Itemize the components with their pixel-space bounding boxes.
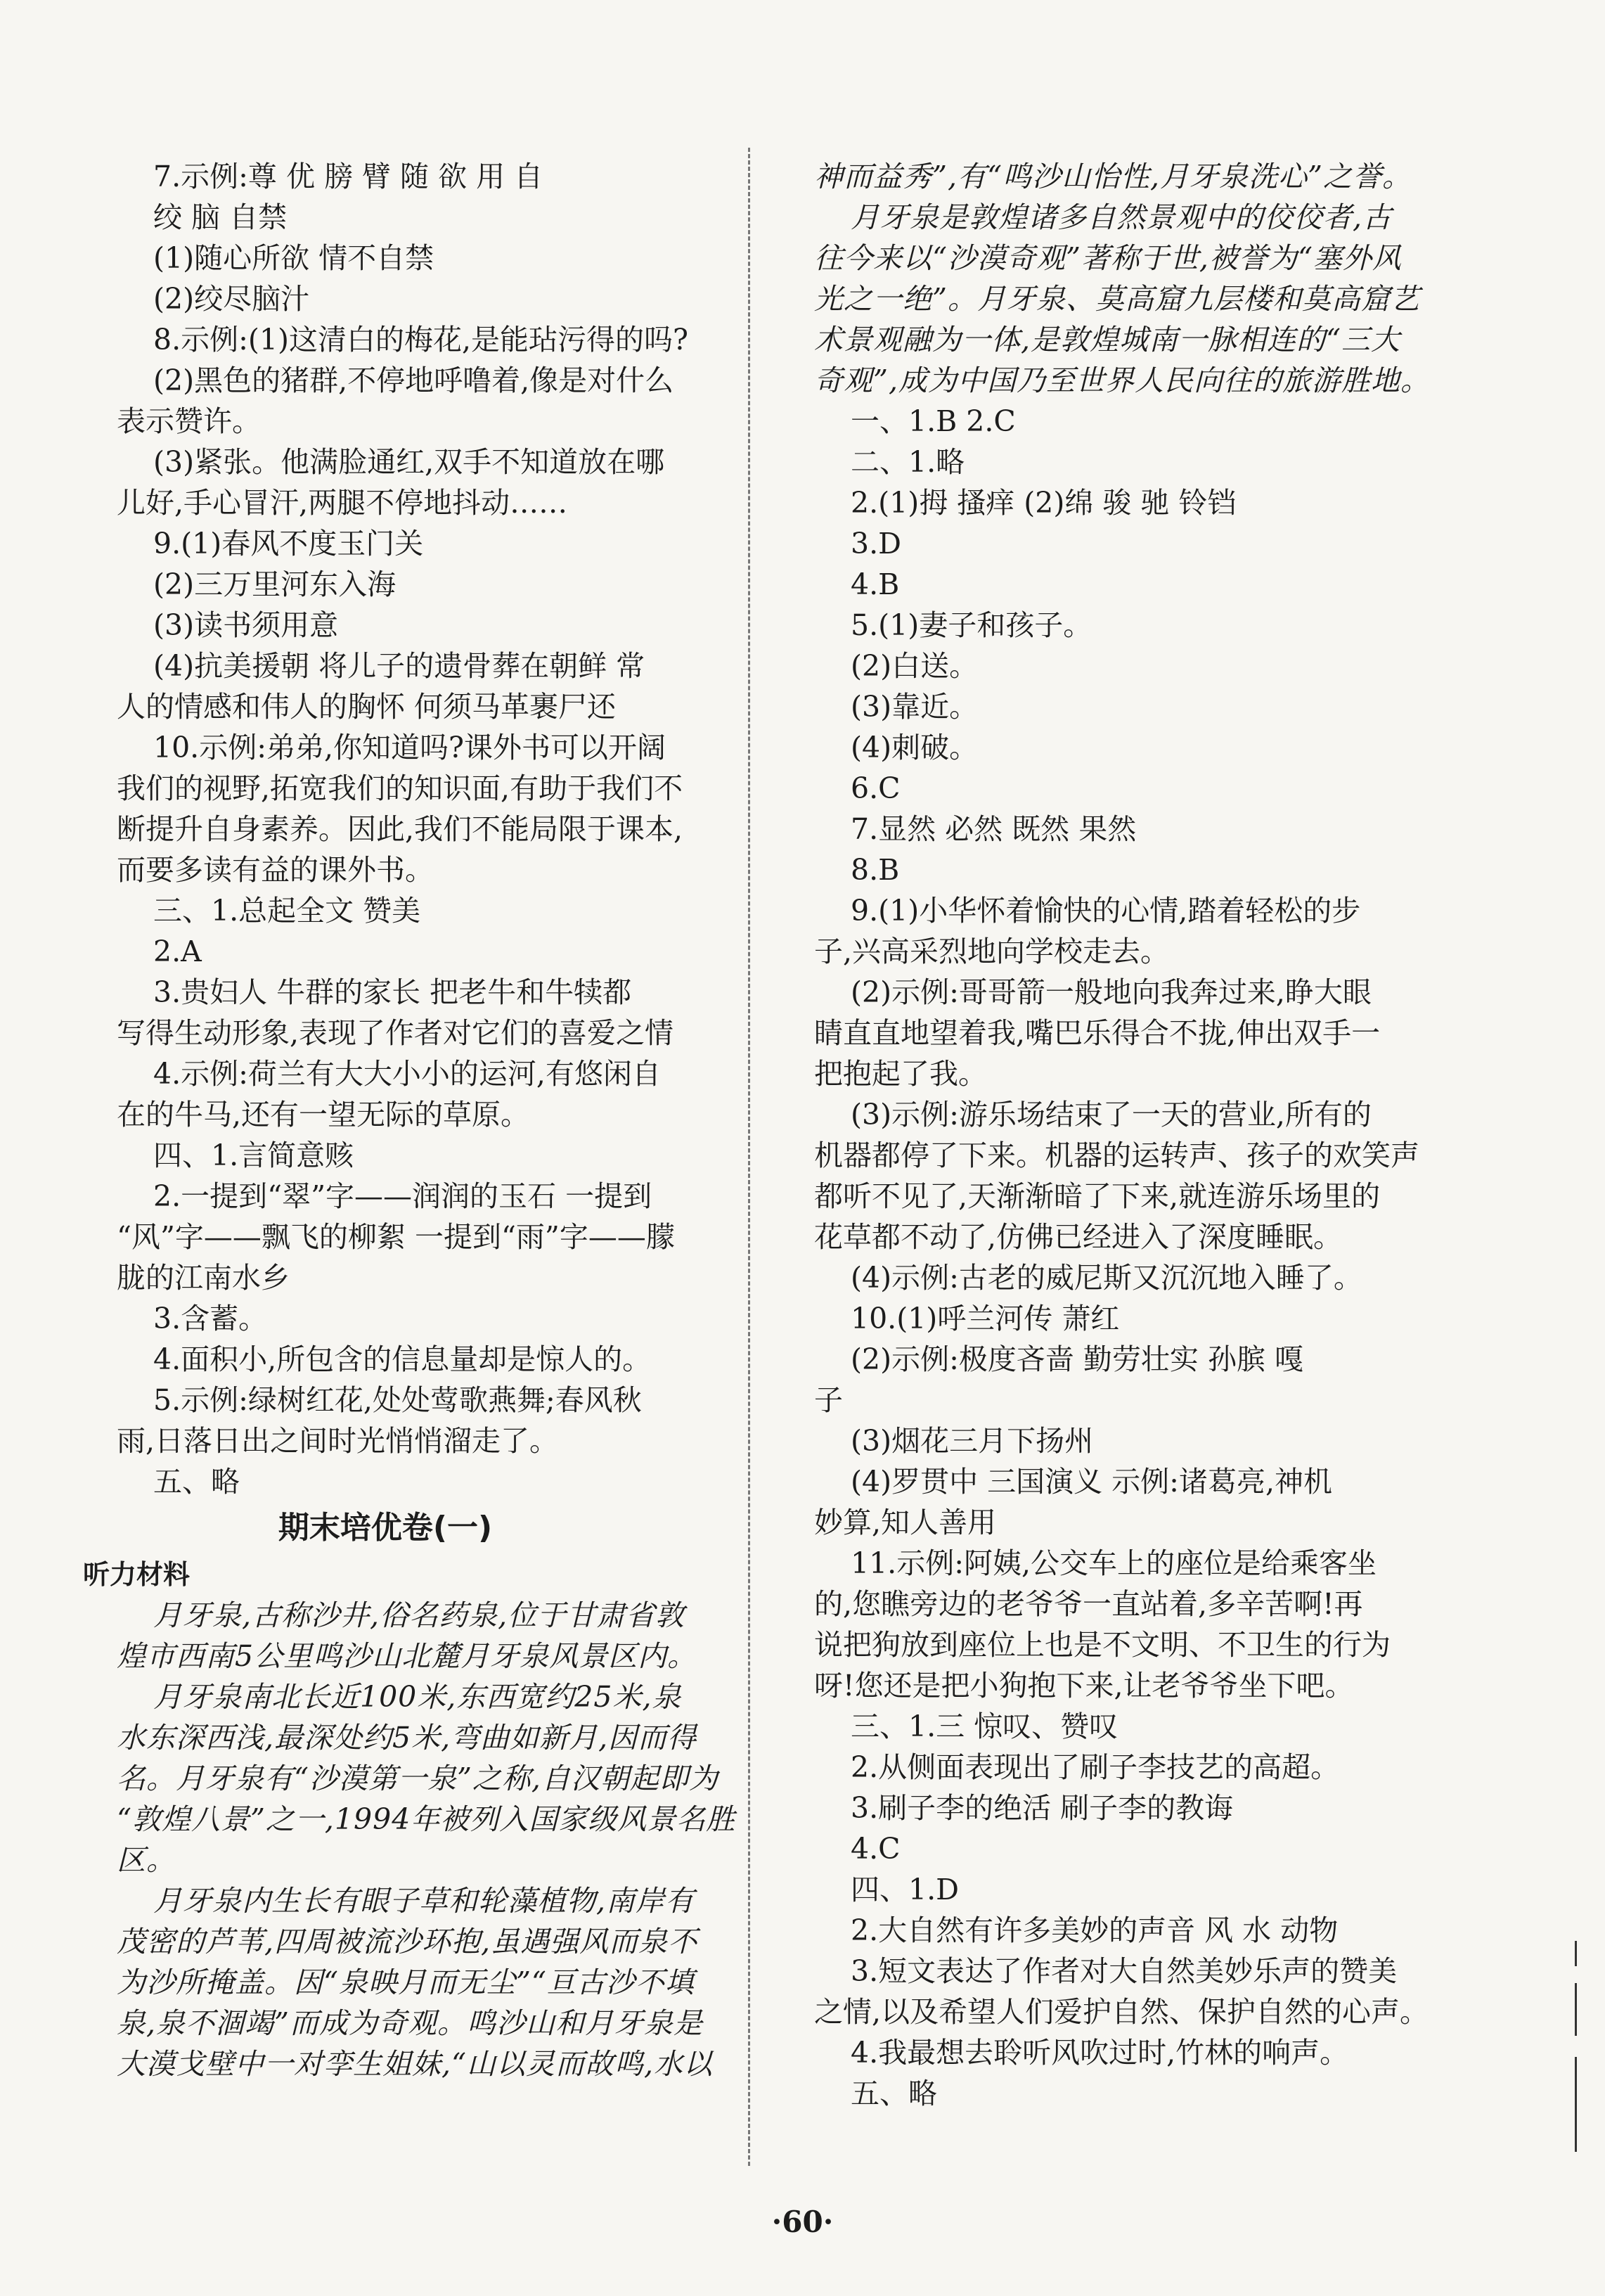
text-line: 2.一提到“翠”字——润润的玉石 一提到 — [153, 1179, 652, 1213]
text-line: 10.示例:弟弟,你知道吗?课外书可以开阔 — [153, 731, 666, 764]
text-line: 6.C — [851, 771, 901, 805]
text-line: (4)罗贯中 三国演义 示例:诸葛亮,神机 — [851, 1465, 1332, 1499]
text-line: 煌市西南5公里鸣沙山北麓月牙泉风景区内。 — [117, 1639, 697, 1673]
text-line: 名。月牙泉有“沙漠第一泉”之称,自汉朝起即为 — [117, 1762, 718, 1795]
text-line: 而要多读有益的课外书。 — [117, 853, 434, 887]
text-line: 月牙泉内生长有眼子草和轮藻植物,南岸有 — [153, 1884, 695, 1918]
text-line: 3.含蓄。 — [153, 1302, 268, 1335]
text-line: 胧的江南水乡 — [117, 1261, 290, 1295]
text-line: 2.(1)拇 搔痒 (2)绵 骏 驰 铃铛 — [851, 486, 1237, 520]
text-line: (4)示例:古老的威尼斯又沉沉地入睡了。 — [851, 1261, 1362, 1295]
left-column — [83, 156, 736, 2084]
text-line: 三、1.总起全文 赞美 — [153, 894, 421, 928]
text-line: 3.刷子李的绝活 刷子李的教诲 — [851, 1791, 1234, 1825]
text-line: “风”字——飘飞的柳絮 一提到“雨”字——朦 — [117, 1220, 675, 1254]
text-line: “敦煌八景”之一,1994年被列入国家级风景名胜 — [117, 1802, 736, 1836]
text-line: 之情,以及希望人们爱护自然、保护自然的心声。 — [814, 1995, 1429, 2029]
text-line: 儿好,手心冒汗,两腿不停地抖动…… — [117, 486, 568, 520]
text-line: 表示赞许。 — [117, 404, 261, 438]
text-line: 3.D — [851, 527, 901, 560]
text-line: 子 — [814, 1383, 843, 1417]
text-line: 11.示例:阿姨,公交车上的座位是给乘客坐 — [851, 1546, 1377, 1580]
text-line: 五、略 — [851, 2077, 937, 2110]
scan-edge-mark — [1575, 1941, 1577, 2152]
listening-text-right — [780, 156, 1430, 401]
text-line: (2)示例:极度吝啬 勤劳壮实 孙膑 嘎 — [851, 1342, 1303, 1376]
text-line: 五、略 — [153, 1465, 240, 1499]
text-line: (2)绞尽脑汁 — [153, 282, 310, 316]
text-line: 区。 — [117, 1843, 176, 1877]
text-line: (3)紧张。他满脸通红,双手不知道放在哪 — [153, 445, 665, 479]
text-line: 术景观融为一体,是敦煌城南一脉相连的“三大 — [814, 323, 1400, 357]
text-line: 雨,日落日出之间时光悄悄溜走了。 — [117, 1424, 559, 1458]
text-line: (2)三万里河东入海 — [153, 567, 397, 601]
text-line: 4.我最想去聆听风吹过时,竹林的响声。 — [851, 2036, 1349, 2070]
text-line: 月牙泉,古称沙井,俗名药泉,位于甘肃省敦 — [153, 1598, 685, 1632]
text-line: 我们的视野,拓宽我们的知识面,有助于我们不 — [117, 771, 683, 805]
text-line: 水东深西浅,最深处约5米,弯曲如新月,因而得 — [117, 1721, 697, 1755]
text-line: 4.B — [851, 567, 900, 601]
text-line: 的,您瞧旁边的老爷爷一直站着,多辛苦啊!再 — [814, 1587, 1363, 1621]
text-line: 说把狗放到座位上也是不文明、不卫生的行为 — [814, 1628, 1391, 1662]
text-line: 都听不见了,天渐渐暗了下来,就连游乐场里的 — [814, 1179, 1381, 1213]
section-title: 期末培优卷(一) — [278, 1510, 493, 1546]
text-line: 泉,泉不涸竭”而成为奇观。鸣沙山和月牙泉是 — [117, 2006, 703, 2040]
text-line: 睛直直地望着我,嘴巴乐得合不拢,伸出双手一 — [814, 1016, 1381, 1050]
text-line: (4)刺破。 — [851, 731, 979, 764]
text-line: 往今来以“沙漠奇观”著称于世,被誉为“塞外风 — [814, 241, 1402, 275]
text-line: 2.A — [153, 935, 202, 968]
text-line: (3)读书须用意 — [153, 608, 339, 642]
text-line: 5.(1)妻子和孩子。 — [851, 608, 1092, 642]
text-line: 把抱起了我。 — [814, 1057, 987, 1091]
text-line: (3)靠近。 — [851, 690, 979, 724]
listening-text-left — [83, 1595, 736, 2084]
text-line: 写得生动形象,表现了作者对它们的喜爱之情 — [117, 1016, 674, 1050]
text-line: 4.面积小,所包含的信息量却是惊人的。 — [153, 1342, 652, 1376]
text-line: 4.C — [851, 1832, 901, 1866]
text-line: 二、1.略 — [851, 445, 965, 479]
column-divider — [748, 148, 750, 2166]
text-line: 妙算,知人善用 — [814, 1506, 997, 1539]
text-line: 子,兴高采烈地向学校走去。 — [814, 935, 1170, 968]
text-line: 4.示例:荷兰有大大小小的运河,有悠闲自 — [153, 1057, 661, 1091]
left-answers — [83, 156, 716, 1502]
text-line: 一、1.B 2.C — [851, 404, 1016, 438]
text-line: 2.大自然有许多美妙的声音 风 水 动物 — [851, 1913, 1339, 1947]
text-line: 四、1.D — [851, 1873, 959, 1906]
listening-heading: 听力材料 — [83, 1559, 191, 1590]
text-line: 2.从侧面表现出了刷子李技艺的高超。 — [851, 1750, 1340, 1784]
text-line: (3)烟花三月下扬州 — [851, 1424, 1094, 1458]
text-line: 断提升自身素养。因此,我们不能局限于课本, — [117, 812, 683, 846]
text-line: (4)抗美援朝 将儿子的遗骨葬在朝鲜 常 — [153, 649, 645, 683]
text-line: 花草都不动了,仿佛已经进入了深度睡眠。 — [814, 1220, 1343, 1254]
text-line: 呀!您还是把小狗抱下来,让老爷爷坐下吧。 — [814, 1669, 1354, 1702]
text-line: 人的情感和伟人的胸怀 何须马革裹尸还 — [117, 690, 617, 724]
text-line: 8.示例:(1)这清白的梅花,是能玷污得的吗? — [153, 323, 689, 357]
text-line: 7.显然 必然 既然 果然 — [851, 812, 1137, 846]
right-column — [780, 156, 1430, 2114]
page-number: ·60· — [771, 2205, 834, 2239]
text-line: 8.B — [851, 853, 900, 887]
text-line: 神而益秀”,有“鸣沙山怡性,月牙泉洗心”之誉。 — [814, 160, 1412, 193]
text-line: 7.示例:尊 优 膀 臂 随 欲 用 自 — [153, 160, 543, 193]
text-line: 四、1.言简意赅 — [153, 1139, 354, 1172]
text-line: 奇观”,成为中国乃至世界人民向往的旅游胜地。 — [814, 364, 1430, 397]
text-line: 5.示例:绿树红花,处处莺歌燕舞;春风秋 — [153, 1383, 642, 1417]
text-line: 9.(1)春风不度玉门关 — [153, 527, 424, 560]
text-line: 大漠戈壁中一对孪生姐妹,“山以灵而故鸣,水以 — [117, 2047, 714, 2081]
text-line: 绞 脑 自禁 — [153, 200, 288, 234]
right-answers — [780, 401, 1429, 2114]
text-line: 茂密的芦苇,四周被流沙环抱,虽遇强风而泉不 — [117, 1925, 698, 1958]
text-line: (2)示例:哥哥箭一般地向我奔过来,睁大眼 — [851, 975, 1372, 1009]
text-line: 3.短文表达了作者对大自然美妙乐声的赞美 — [851, 1954, 1398, 1988]
text-line: 在的牛马,还有一望无际的草原。 — [117, 1098, 530, 1131]
text-line: (2)黑色的猪群,不停地呼噜着,像是对什么 — [153, 364, 674, 397]
text-line: 机器都停了下来。机器的运转声、孩子的欢笑声 — [814, 1139, 1419, 1172]
text-line: 月牙泉南北长近100米,东西宽约25米,泉 — [153, 1680, 682, 1714]
text-line: 光之一绝”。月牙泉、莫高窟九层楼和莫高窟艺 — [814, 282, 1420, 316]
text-line: 月牙泉是敦煌诸多自然景观中的佼佼者,古 — [851, 200, 1393, 234]
text-line: 9.(1)小华怀着愉快的心情,踏着轻松的步 — [851, 894, 1361, 928]
text-line: 10.(1)呼兰河传 萧红 — [851, 1302, 1120, 1335]
text-line: 为沙所掩盖。因“泉映月而无尘”“亘古沙不填 — [117, 1965, 695, 1999]
text-line: (1)随心所欲 情不自禁 — [153, 241, 434, 275]
text-line: (3)示例:游乐场结束了一天的营业,所有的 — [851, 1098, 1372, 1131]
text-line: (2)白送。 — [851, 649, 979, 683]
text-line: 3.贵妇人 牛群的家长 把老牛和牛犊都 — [153, 975, 632, 1009]
text-line: 三、1.三 惊叹、赞叹 — [851, 1710, 1119, 1743]
